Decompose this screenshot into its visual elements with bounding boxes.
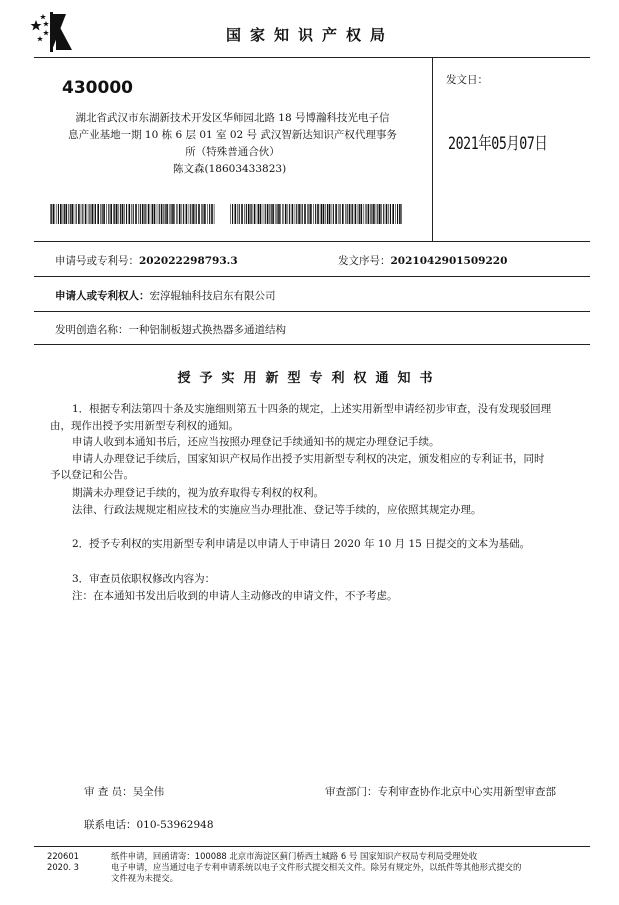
application-number-field <box>55 253 238 268</box>
header-divider <box>432 58 433 241</box>
paragraph: 2．授予专利权的实用新型专利申请是以申请人于申请日 2020 年 10 月 15 日提交的文本为基础。 <box>72 538 531 550</box>
barcode <box>230 204 402 224</box>
phone-field <box>84 817 214 834</box>
barcode <box>50 204 215 224</box>
invention-field <box>55 322 286 337</box>
field-rule <box>34 241 590 242</box>
field-rule <box>34 276 590 277</box>
invention-title: 一种铝制板翅式换热器多通道结构 <box>128 324 286 336</box>
footer-line: 纸件申请，回函请寄：100088 北京市海淀区蓟门桥西土城路 6 号 国家知识产权局专利局受理处收 <box>111 851 478 861</box>
paragraph: 法律、行政法规规定相应技术的实施应当办理批准、登记等手续的，应依照其规定办理。 <box>72 504 482 516</box>
paragraph: 1．根据专利法第四十条及实施细则第五十四条的规定，上述实用新型申请经初步审查，没有发现驳回理 <box>72 403 552 415</box>
paragraph: 予以登记和公告。 <box>50 469 134 481</box>
department-label: 审查部门： <box>325 786 378 798</box>
applicant-field <box>55 288 276 303</box>
paragraph: 申请人收到本通知书后，还应当按照办理登记手续通知书的规定办理登记手续。 <box>72 436 440 448</box>
phone-number: 010-53962948 <box>136 819 214 831</box>
applicant-name: 宏淳辊轴科技启东有限公司 <box>149 290 276 302</box>
examiner-label: 审 查 员： <box>84 786 133 798</box>
paragraph: 期满未办理登记手续的，视为放弃取得专利权的权利。 <box>72 487 324 499</box>
notice-title: 授予实用新型专利权通知书 <box>177 371 442 386</box>
form-version: 2020. 3 <box>47 862 79 872</box>
star-icon <box>31 20 42 31</box>
paragraph: 由，现作出授予实用新型专利权的通知。 <box>50 420 239 432</box>
paragraph: 3．审查员依职权修改内容为： <box>72 573 216 585</box>
serial-number-field <box>338 253 507 268</box>
department-name: 专利审查协作北京中心实用新型审查部 <box>377 786 556 798</box>
star-icon <box>43 30 49 35</box>
star-icon <box>37 36 43 41</box>
mailing-address <box>60 110 405 178</box>
address-line: 息产业基地一期 10 栋 6 层 01 室 02 号 武汉智新达知识产权代理事务 <box>68 129 397 141</box>
applicant-label: 申请人或专利权人： <box>55 290 150 302</box>
paragraph: 注：在本通知书发出后收到的申请人主动修改的申请文件，不予考虑。 <box>72 590 398 602</box>
application-number: 202022298793.3 <box>139 255 238 267</box>
cnipa-emblem <box>26 10 86 54</box>
field-rule <box>34 344 590 345</box>
invention-label: 发明创造名称： <box>55 324 129 336</box>
star-icon <box>43 21 49 26</box>
header-top-rule <box>34 57 590 58</box>
address-line: 所（特殊普通合伙） <box>185 146 280 158</box>
office-name: 国家知识产权局 <box>226 26 395 44</box>
address-line: 湖北省武汉市东湖新技术开发区华师园北路 18 号博瀚科技光电子信 <box>75 112 390 124</box>
issue-date-label: 发文日： <box>446 74 488 86</box>
form-code: 220601 <box>47 851 79 861</box>
phone-label: 联系电话： <box>84 819 137 831</box>
footer-rule <box>34 846 590 847</box>
serial-number-label: 发文序号： <box>338 255 391 267</box>
recipient: 陈文森(18603433823) <box>173 163 287 175</box>
application-number-label: 申请号或专利号： <box>55 255 139 267</box>
examiner-name: 吴全伟 <box>132 786 165 798</box>
serial-number: 2021042901509220 <box>390 255 508 267</box>
star-icon <box>40 14 46 19</box>
field-rule <box>34 311 590 312</box>
issue-date: 2021年05月07日 <box>448 134 548 154</box>
footer-line: 电子申请，应当通过电子专利申请系统以电子文件形式提交相关文件。除另有规定外，以纸件等其他形式提交的 <box>111 862 522 872</box>
paragraph: 申请人办理登记手续后，国家知识产权局作出授予实用新型专利权的决定，颁发相应的专利证书，同时 <box>72 453 545 465</box>
examiner-field <box>84 784 164 801</box>
department-field <box>325 784 556 801</box>
postcode: 430000 <box>62 78 133 98</box>
footer-line: 文件视为未提交。 <box>111 873 178 883</box>
